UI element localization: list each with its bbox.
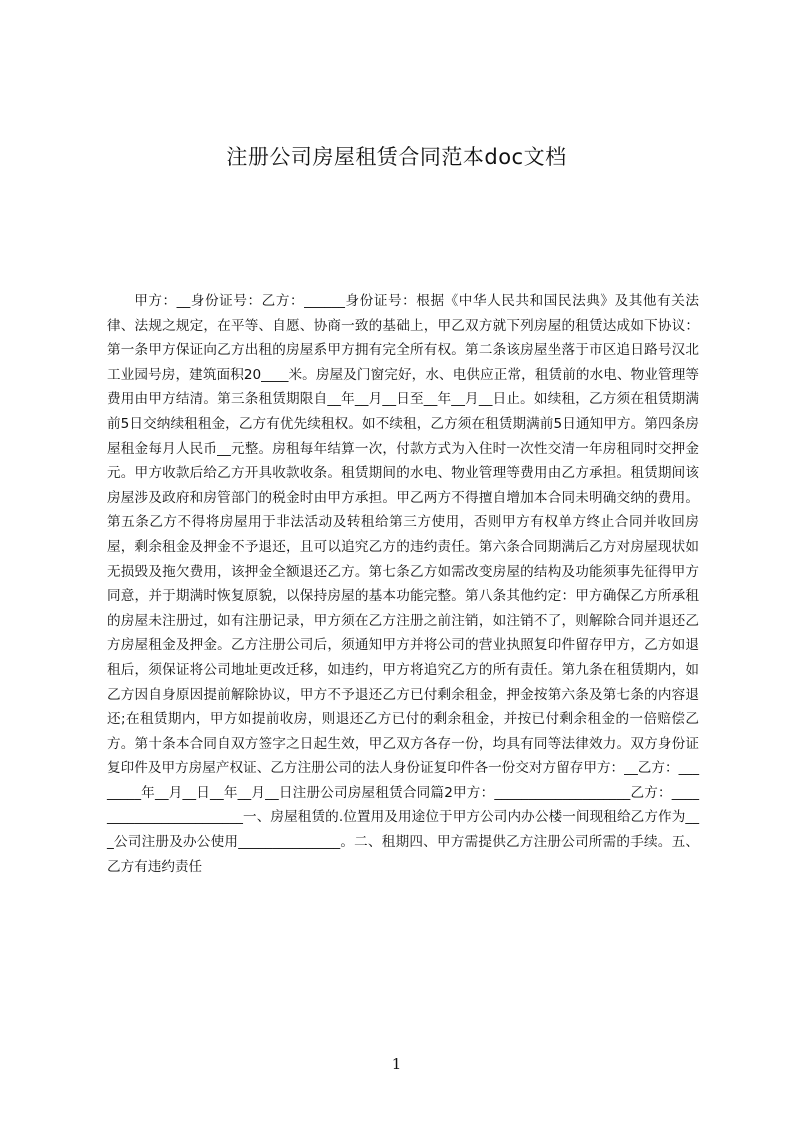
document-title: 注册公司房屋租赁合同范本doc文档 — [226, 145, 567, 169]
contract-body-text: 甲方：__身份证号：乙方：______身份证号：根据《中华人民共和国民法典》及其他有关法律、法规之规定，在平等、自愿、协商一致的基础上，甲乙双方就下列房屋的租赁达成如下协议：第一条甲方保证向乙方出租的房屋系甲方拥有完全所有权。第二条该房屋坐落于市区追日路号汉北工业园号房，建筑面积20____米。房屋及门窗完好，水、电供应正常，租赁前的水电、物业管理等费用由甲方结清。第三条租赁期限自__年__月__日至__年__月__日止。如续租，乙方须在租赁期满前5日交纳续租租金，乙方有优先续租权。如不续租，乙方须在租赁期满前5日通知甲方。第四条房屋租金每月人民币__元整。房租每年结算一次，付款方式为入住时一次性交清一年房租同时交押金元。甲方收款后给乙方开具收款收条。租赁期间的水电、物业管理等费用由乙方承担。租赁期间该房屋涉及政府和房管部门的税金时由甲方承担。甲乙两方不得擅自增加本合同未明确交纳的费用。第五条乙方不得将房屋用于非法活动及转租给第三方使用，否则甲方有权单方终止合同并收回房屋，剩余租金及押金不予退还，且可以追究乙方的违约责任。第六条合同期满后乙方对房屋现状如无损毁及拖欠费用，该押金全额退还乙方。第七条乙方如需改变房屋的结构及功能须事先征得甲方同意，并于期满时恢复原貌，以保持房屋的基本功能完整。第八条其他约定：甲方确保乙方所承租的房屋未注册过，如有注册记录，甲方须在乙方注册之前注销，如注销不了，则解除合同并退还乙方房屋租金及押金。乙方注册公司后，须通知甲方并将公司的营业执照复印件留存甲方，乙方如退租后，须保证将公司地址更改迁移，如违约，甲方将追究乙方的所有责任。第九条在租赁期内，如乙方因自身原因提前解除协议，甲方不予退还乙方已付剩余租金，押金按第六条及第七条的内容退还;在租赁期内，甲方如提前收房，则退还乙方已付的剩余租金，并按已付剩余租金的一倍赔偿乙方。第十条本合同自双方签字之日起生效，甲乙双方各存一份，均具有同等法律效力。双方身份证复印件及甲方房屋产权证、乙方注册公司的法人身份证复印件各一份交对方留存甲方：__乙方：________年__月__日__年__月__日注册公司房屋租赁合同篇2甲方：____________________乙方：________________________一、房屋租赁的.位置用及用途位于甲方公司内办公楼一间现租给乙方作为___公司注册及办公使用_______________。二、租期四、甲方需提供乙方注册公司所需的手续。五、乙方有违约责任 — [107, 293, 699, 875]
page-number: 1 — [391, 1055, 402, 1073]
